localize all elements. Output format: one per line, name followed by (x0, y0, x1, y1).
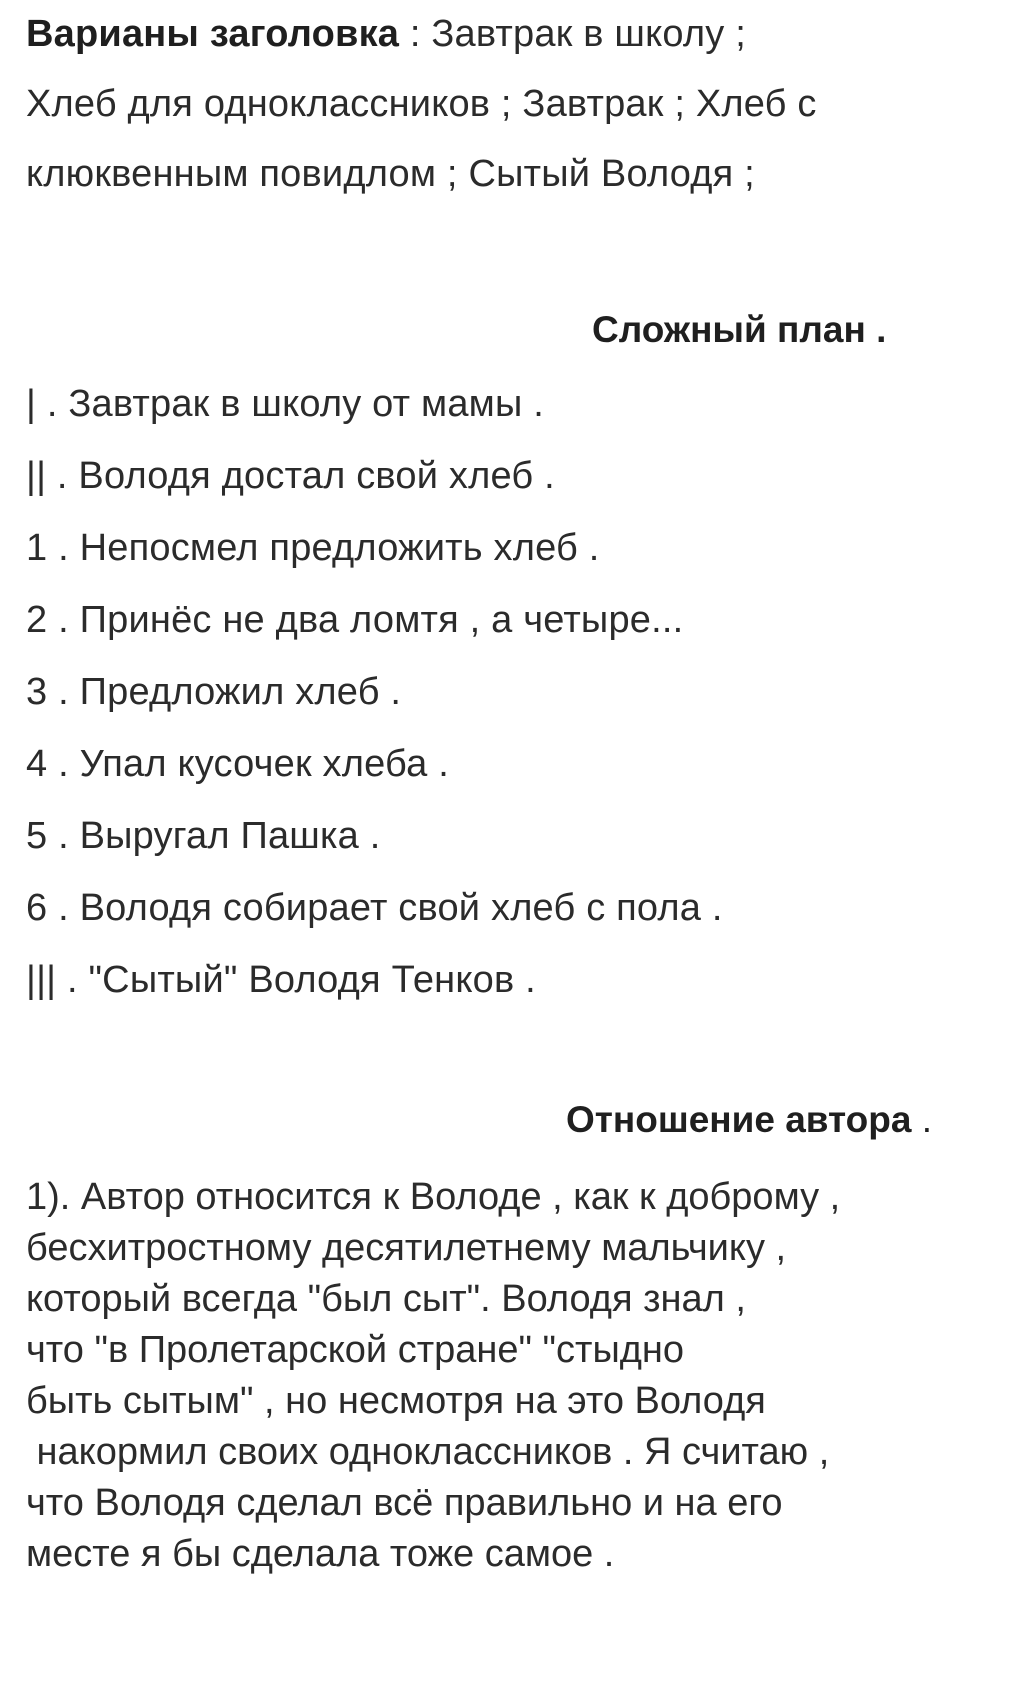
plan-item: 4 . Упал кусочек хлеба . (26, 743, 449, 785)
attitude-line: что "в Пролетарской стране" "стыдно (26, 1329, 685, 1371)
title-variants-line-1 (26, 12, 746, 56)
attitude-line: месте я бы сделала тоже самое . (26, 1533, 615, 1575)
attitude-line: который всегда "был сыт". Володя знал , (26, 1278, 746, 1320)
attitude-heading (566, 1098, 932, 1142)
title-variants-line-3: клюквенным повидлом ; Сытый Володя ; (26, 153, 755, 195)
plan-item: 6 . Володя собирает свой хлеб с пола . (26, 887, 723, 929)
plan-item: ||| . "Сытый" Володя Тенков . (26, 959, 536, 1001)
title-variants-label: Варианы заголовка (26, 13, 400, 55)
attitude-heading-dot: . (911, 1099, 933, 1140)
plan-item: 2 . Принёс не два ломтя , а четыре... (26, 599, 684, 641)
attitude-line: быть сытым" , но несмотря на это Володя (26, 1380, 766, 1422)
attitude-heading-text: Отношение автора (566, 1099, 912, 1140)
attitude-line: что Володя сделал всё правильно и на его (26, 1482, 783, 1524)
plan-heading: Сложный план . (592, 309, 887, 350)
plan-item: 3 . Предложил хлеб . (26, 671, 402, 713)
plan-item: 5 . Выругал Пашка . (26, 815, 381, 857)
title-variants-line-2: Хлеб для одноклассников ; Завтрак ; Хлеб с (26, 83, 817, 125)
attitude-line: бесхитростному десятилетнему мальчику , (26, 1227, 787, 1269)
title-variants-first: : Завтрак в школу ; (399, 13, 746, 55)
plan-item: | . Завтрак в школу от мамы . (26, 383, 545, 425)
plan-item: || . Володя достал свой хлеб . (26, 455, 555, 497)
plan-item: 1 . Непосмел предложить хлеб . (26, 527, 600, 569)
attitude-line: накормил своих одноклассников . Я считаю , (26, 1431, 830, 1473)
attitude-line: 1). Автор относится к Володе , как к доброму , (26, 1176, 841, 1218)
attitude-paragraph (26, 1172, 840, 1580)
